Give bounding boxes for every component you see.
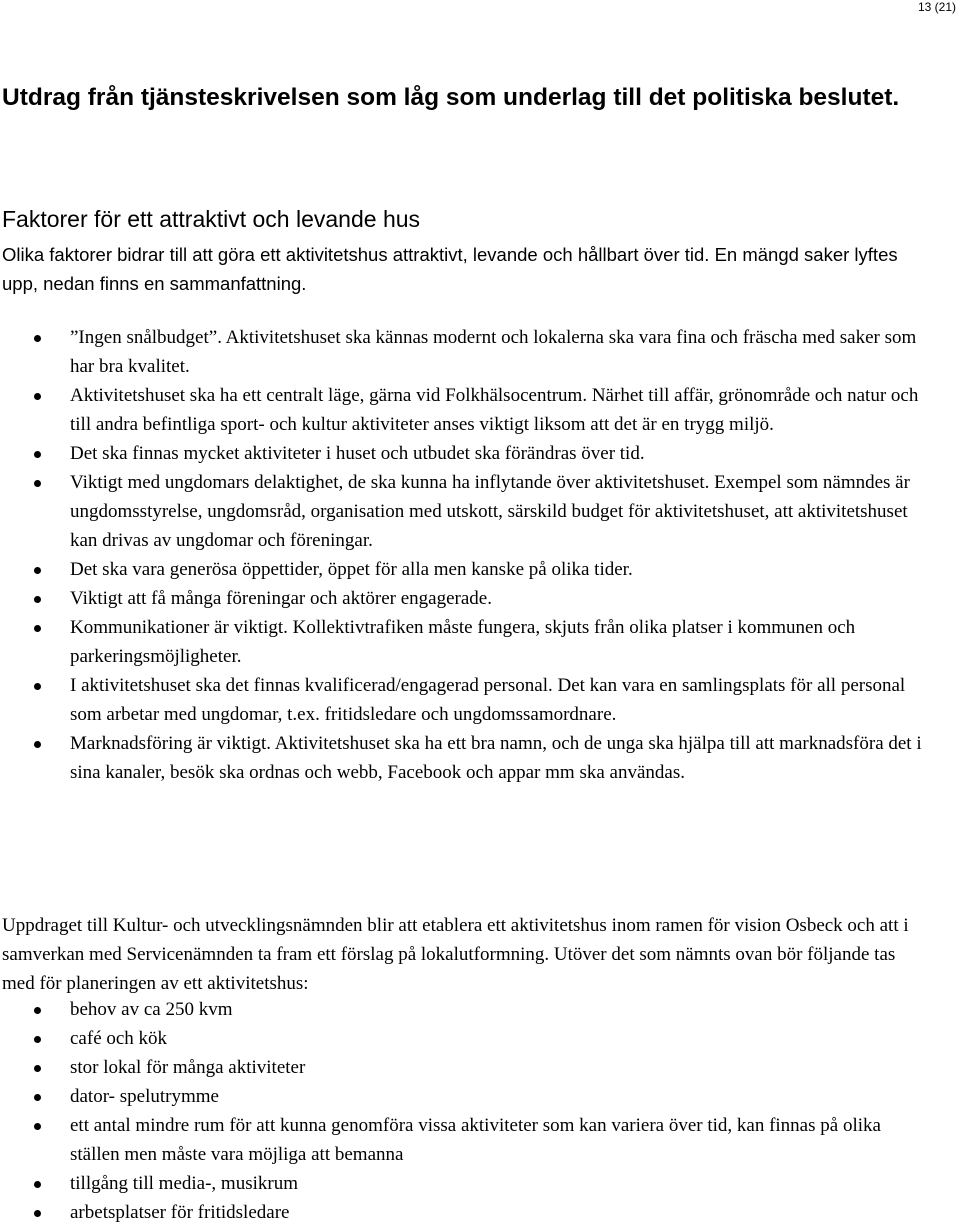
bullet-icon: [34, 1007, 41, 1014]
bullet-icon: [34, 596, 41, 603]
list-item-text: Marknadsföring är viktigt. Aktivitetshuset ska ha ett bra namn, och de unga ska hjälpa till att marknadsföra det i sina kanaler, besök ska ordnas och webb, Facebook och appar mm ska användas.: [70, 733, 922, 783]
list-item-text: arbetsplatser för fritidsledare: [70, 1202, 290, 1223]
bullet-icon: [34, 451, 41, 458]
requirements-list: [2, 995, 932, 1227]
list-item-text: tillgång till media-, musikrum: [70, 1173, 298, 1194]
list-item: [2, 671, 932, 729]
bullet-icon: [34, 1065, 41, 1072]
factors-list-container: [2, 323, 932, 787]
list-item-text: Viktigt att få många föreningar och aktörer engagerade.: [70, 588, 492, 609]
list-item-text: ”Ingen snålbudget”. Aktivitetshuset ska kännas modernt och lokalerna ska vara fina och fräscha med saker som har bra kvalitet.: [70, 327, 917, 377]
list-item: [2, 729, 932, 787]
bullet-icon: [34, 393, 41, 400]
list-item-text: behov av ca 250 kvm: [70, 999, 233, 1020]
list-item-text: Det ska vara generösa öppettider, öppet för alla men kanske på olika tider.: [70, 559, 633, 580]
bullet-icon: [34, 683, 41, 690]
list-item-text: Viktigt med ungdomars delaktighet, de ska kunna ha inflytande över aktivitetshuset. Exempel som nämndes är ungdomsstyrelse, ungdomsråd, organisation med utskott, särskild budget för aktivitetshuset, att aktivitetshuset kan drivas av ungdomar och föreningar.: [70, 472, 910, 551]
bullet-icon: [34, 480, 41, 487]
requirements-list-container: [2, 995, 932, 1227]
list-item: [2, 468, 932, 555]
list-item: [2, 1024, 932, 1053]
list-item-text: Kommunikationer är viktigt. Kollektivtrafiken måste fungera, skjuts från olika platser i kommunen och parkeringsmöjligheter.: [70, 617, 856, 667]
bullet-icon: [34, 1094, 41, 1101]
list-item: [2, 613, 932, 671]
list-item: [2, 995, 932, 1024]
bullet-icon: [34, 1123, 41, 1130]
list-item: [2, 555, 932, 584]
list-item-text: dator- spelutrymme: [70, 1086, 219, 1107]
list-item-text: Aktivitetshuset ska ha ett centralt läge, gärna vid Folkhälsocentrum. Närhet till affär, grönområde och natur och till andra befintliga sport- och kultur aktiviteter anses viktigt liksom att det är en trygg miljö.: [70, 385, 919, 435]
list-item: [2, 1082, 932, 1111]
list-item-text: café och kök: [70, 1028, 168, 1049]
list-item: [2, 381, 932, 439]
list-item: [2, 584, 932, 613]
list-item: [2, 439, 932, 468]
main-heading: Utdrag från tjänsteskrivelsen som låg som underlag till det politiska beslutet.: [2, 84, 900, 111]
bullet-icon: [34, 1036, 41, 1043]
closing-paragraph: Uppdraget till Kultur- och utvecklingsnämnden blir att etablera ett aktivitetshus inom ramen för vision Osbeck och att i samverkan med Servicenämnden ta fram ett förslag på lokalutformning. Utöver det som nämnts ovan bör följande tas med för planeringen av ett aktivitetshus:: [2, 915, 909, 994]
bullet-icon: [34, 1181, 41, 1188]
list-item-text: Det ska finnas mycket aktiviteter i huset och utbudet ska förändras över tid.: [70, 443, 645, 464]
bullet-icon: [34, 1210, 41, 1217]
list-item: [2, 1169, 932, 1198]
page-number: 13 (21): [917, 0, 956, 14]
list-item-text: I aktivitetshuset ska det finnas kvalificerad/engagerad personal. Det kan vara en samlingsplats för all personal som arbetar med ungdomar, t.ex. fritidsledare och ungdomssamordnare.: [70, 675, 906, 725]
bullet-icon: [34, 567, 41, 574]
section-heading: Faktorer för ett attraktivt och levande hus: [2, 206, 421, 232]
factors-list: [2, 323, 932, 787]
list-item: [2, 1198, 932, 1227]
list-item: [2, 323, 932, 381]
bullet-icon: [34, 335, 41, 342]
list-item-text: ett antal mindre rum för att kunna genomföra vissa aktiviteter som kan variera över tid, kan finnas på olika ställen men måste vara möjliga att bemanna: [70, 1115, 881, 1165]
list-item: [2, 1053, 932, 1082]
bullet-icon: [34, 741, 41, 748]
list-item: [2, 1111, 932, 1169]
list-item-text: stor lokal för många aktiviteter: [70, 1057, 306, 1078]
bullet-icon: [34, 625, 41, 632]
intro-paragraph: Olika faktorer bidrar till att göra ett aktivitetshus attraktivt, levande och hållbart över tid. En mängd saker lyftes upp, nedan finns en sammanfattning.: [2, 244, 898, 294]
